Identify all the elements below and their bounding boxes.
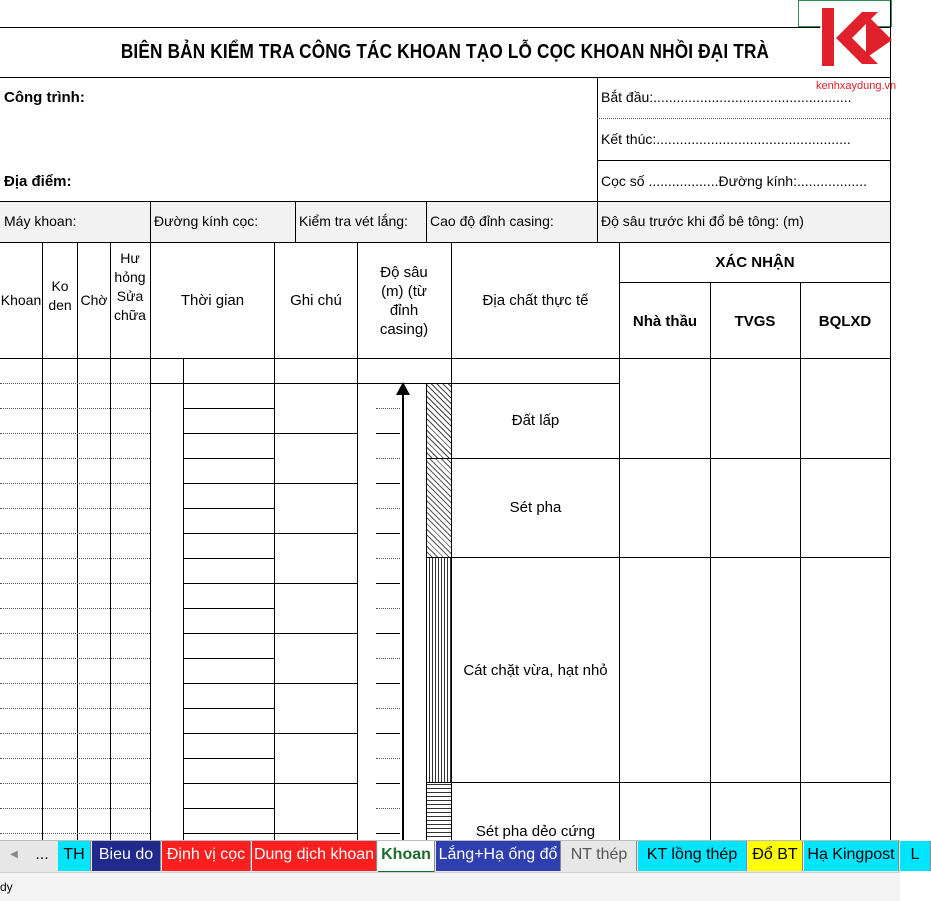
header-ghi-chu: Ghi chú xyxy=(290,292,342,309)
label-dia-diem: Địa điểm: xyxy=(4,173,72,190)
header-bqlxd: BQLXD xyxy=(818,313,872,330)
sheet-tab-bar xyxy=(0,840,920,873)
label-bat-dau: Bắt đầu:................................................... xyxy=(601,89,852,105)
depth-arrow xyxy=(402,385,404,840)
status-text: dy xyxy=(0,880,13,894)
logo-site-text: kenhxaydung.vn xyxy=(816,80,897,92)
tab-nh-v-c-c[interactable]: Định vị cọc xyxy=(162,841,251,871)
label-may-khoan: Máy khoan: xyxy=(4,213,77,229)
report-title: BIÊN BẢN KIỂM TRA CÔNG TÁC KHOAN TẠO LỖ CỌC KHOAN NHỒI ĐẠI TRÀ xyxy=(120,41,770,63)
soil-hatch-dat-lap xyxy=(427,384,451,458)
tab-khoan[interactable]: Khoan xyxy=(378,841,435,874)
header-nha-thau: Nhà thầu xyxy=(632,313,698,330)
header-khoan: Khoan xyxy=(0,292,42,308)
tab-l[interactable]: L xyxy=(900,841,931,871)
header-do-sau: Độ sâu (m) (từ đỉnh casing) xyxy=(379,264,429,338)
tab-nt-th-p[interactable]: NT thép xyxy=(562,841,637,871)
header-xac-nhan: XÁC NHẬN xyxy=(715,254,795,271)
tab-nav-prev-icon[interactable]: ◀ xyxy=(10,849,18,860)
tab-kt-l-ng-th-p[interactable]: KT lồng thép xyxy=(638,841,747,871)
arrow-head-icon xyxy=(396,382,410,396)
geology-dat-lap: Đất lấp xyxy=(511,412,560,429)
header-cho: Chờ xyxy=(80,292,108,308)
header-hu-hong: Hư hỏng Sửa chữa xyxy=(114,250,146,323)
tab-bieu-do[interactable]: Bieu do xyxy=(92,841,161,871)
header-ko-den: Ko den xyxy=(48,278,72,313)
soil-hatch-cat xyxy=(427,558,451,782)
kenhxaydung-logo xyxy=(800,0,900,95)
label-kiem-tra-vet-lang: Kiểm tra vét lắng: xyxy=(299,213,408,229)
tab-nav-more[interactable]: ... xyxy=(35,846,49,863)
label-do-sau-truoc: Độ sâu trước khi đổ bê tông: (m) xyxy=(601,213,804,229)
label-duong-kinh-coc: Đường kính cọc: xyxy=(154,213,259,229)
status-bar xyxy=(0,872,900,901)
label-cong-trinh: Công trình: xyxy=(4,89,85,106)
geology-cat-chat: Cát chặt vừa, hạt nhỏ xyxy=(463,662,608,679)
header-tvgs: TVGS xyxy=(734,313,776,330)
tab-bt[interactable]: Đổ BT xyxy=(748,841,803,871)
header-thoi-gian: Thời gian xyxy=(180,292,245,309)
label-ket-thuc: Kết thúc:.................................................. xyxy=(601,131,851,147)
tab-th[interactable]: TH xyxy=(58,841,91,871)
geology-set-pha: Sét pha xyxy=(509,499,562,516)
header-dia-chat: Địa chất thực tế xyxy=(482,292,589,309)
label-coc-so: Cọc số ..................Đường kính:.................. xyxy=(601,173,867,189)
geology-set-pha-deo: Sét pha dẻo cứng xyxy=(475,823,596,840)
soil-hatch-set-pha xyxy=(427,459,451,557)
k-logo-icon xyxy=(800,0,900,80)
tab-h-kingpost[interactable]: Hạ Kingpost xyxy=(804,841,899,871)
tab-dung-d-ch-khoan[interactable]: Dung dịch khoan xyxy=(252,841,377,871)
label-cao-do-dinh-casing: Cao độ đỉnh casing: xyxy=(430,213,554,229)
tab-l-ng-h-ng[interactable]: Lắng+Hạ ống đổ xyxy=(436,841,561,871)
soil-hatch-set-pha-deo xyxy=(427,783,451,840)
